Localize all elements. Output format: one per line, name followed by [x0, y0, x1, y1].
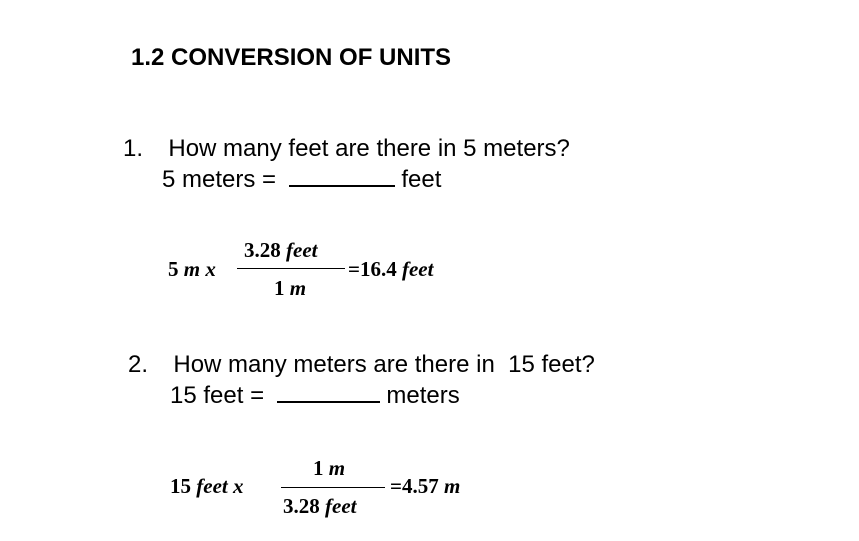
lhs-number: 5 [168, 257, 179, 281]
numerator-value: 1 [313, 456, 324, 480]
numerator-value: 3.28 [244, 238, 281, 262]
denominator-unit: feet [325, 494, 357, 518]
question-text: How many feet are there in 5 meters? [168, 135, 570, 162]
answer-prompt: 5 meters = [162, 166, 277, 193]
denominator-value: 3.28 [283, 494, 320, 518]
equals-sign: = [390, 474, 402, 498]
question-number: 1. [123, 135, 144, 162]
result-value: 4.57 [401, 474, 439, 498]
times-sign: x [205, 257, 216, 281]
question-number: 2. [128, 351, 149, 378]
question-text: How many meters are there in 15 feet? [173, 351, 595, 378]
answer-line-2 [170, 382, 460, 410]
fraction-bar [281, 487, 385, 488]
equation-2-result [390, 474, 460, 499]
answer-blank [277, 400, 380, 403]
fraction-bar [237, 268, 345, 269]
equation-1-lhs [168, 257, 216, 282]
lhs-unit: m [183, 257, 201, 281]
equation-2-lhs [170, 474, 243, 499]
denominator-value: 1 [274, 276, 285, 300]
times-sign: x [232, 474, 244, 498]
result-value: 16.4 [359, 257, 397, 281]
equals-sign: = [348, 257, 360, 281]
equation-2-numerator [313, 456, 345, 481]
section-title: 1.2 CONVERSION OF UNITS [131, 44, 452, 71]
result-unit: m [443, 474, 461, 498]
answer-line-1 [162, 166, 441, 194]
lhs-unit: feet [196, 474, 228, 498]
answer-unit: feet [401, 166, 442, 193]
result-unit: feet [401, 257, 434, 281]
denominator-unit: m [289, 276, 307, 300]
numerator-unit: m [328, 456, 346, 480]
equation-1-denominator [274, 276, 306, 301]
lhs-number: 15 [170, 474, 191, 498]
equation-2-denominator [283, 494, 356, 519]
answer-prompt: 15 feet = [170, 382, 265, 409]
equation-1-numerator [244, 238, 317, 263]
equation-1-result [348, 257, 433, 282]
question-2 [128, 351, 595, 379]
answer-blank [289, 184, 395, 187]
numerator-unit: feet [286, 238, 318, 262]
question-1 [123, 135, 570, 163]
answer-unit: meters [386, 382, 460, 409]
